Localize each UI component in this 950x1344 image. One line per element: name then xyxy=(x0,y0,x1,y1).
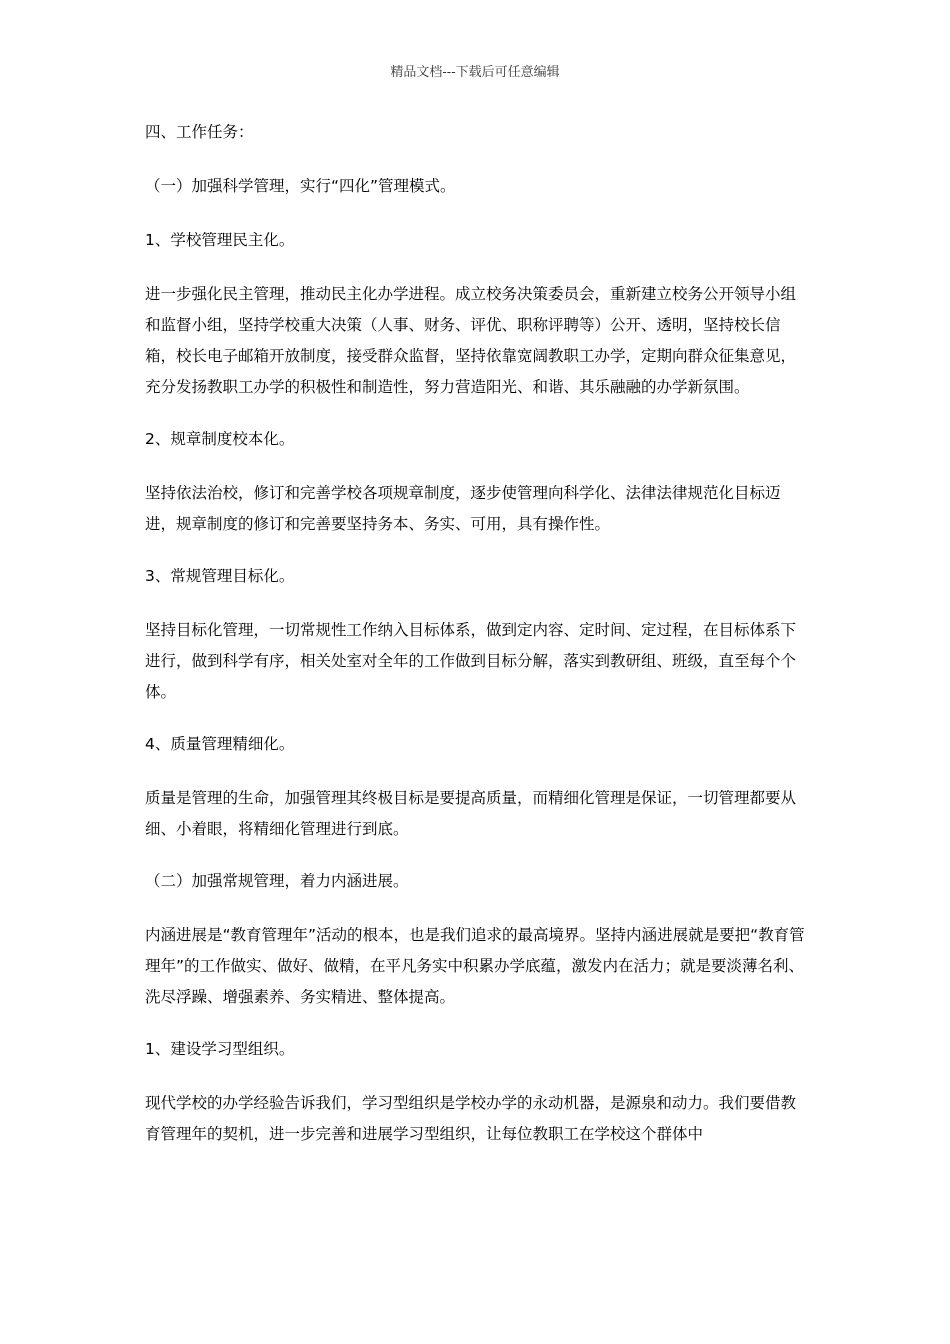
paragraph: 进一步强化民主管理，推动民主化办学进程。成立校务决策委员会，重新建立校务公开领导小组和监督小组，坚持学校重大决策（人事、财务、评优、职称评聘等）公开、透明，坚持校长信箱，校长电子邮箱开放制度，接受群众监督，坚持依靠宽阔教职工办学，定期向群众征集意见，充分发扬教职工办学的积极性和制造性，努力营造阳光、和谐、其乐融融的办学新氛围。 xyxy=(145,285,797,396)
item-heading: 3、常规管理目标化。 xyxy=(145,567,295,585)
item-heading: 4、质量管理精细化。 xyxy=(145,735,295,753)
document-body xyxy=(145,117,805,1171)
page-header: 精品文档---下载后可任意编辑 xyxy=(390,65,560,80)
paragraph: 坚持目标化管理，一切常规性工作纳入目标体系，做到定内容、定时间、定过程，在目标体系下进行，做到科学有序，相关处室对全年的工作做到目标分解，落实到教研组、班级，直至每个个体。 xyxy=(145,621,797,701)
subsection-heading: （一）加强科学管理，实行“四化”管理模式。 xyxy=(145,177,456,195)
section-heading: 四、工作任务： xyxy=(145,123,254,141)
item-heading: 2、规章制度校本化。 xyxy=(145,430,295,448)
paragraph: 内涵进展是“教育管理年”活动的根本，也是我们追求的最高境界。坚持内涵进展就是要把“教育管理年”的工作做实、做好、做精，在平凡务实中积累办学底蕴，激发内在活力；就是要淡薄名利、洗尽浮躁、增强素养、务实精进、整体提高。 xyxy=(145,926,805,1006)
paragraph: 现代学校的办学经验告诉我们，学习型组织是学校办学的永动机器，是源泉和动力。我们要借教育管理年的契机，进一步完善和进展学习型组织，让每位教职工在学校这个群体中 xyxy=(145,1094,797,1143)
paragraph: 坚持依法治校，修订和完善学校各项规章制度，逐步使管理向科学化、法律法律规范化目标迈进，规章制度的修订和完善要坚持务本、务实、可用，具有操作性。 xyxy=(145,484,781,533)
paragraph: 质量是管理的生命，加强管理其终极目标是要提高质量，而精细化管理是保证，一切管理都要从细、小着眼，将精细化管理进行到底。 xyxy=(145,789,797,838)
subsection-heading: （二）加强常规管理，着力内涵进展。 xyxy=(145,872,409,890)
item-heading: 1、学校管理民主化。 xyxy=(145,231,295,249)
item-heading: 1、建设学习型组织。 xyxy=(145,1040,295,1058)
